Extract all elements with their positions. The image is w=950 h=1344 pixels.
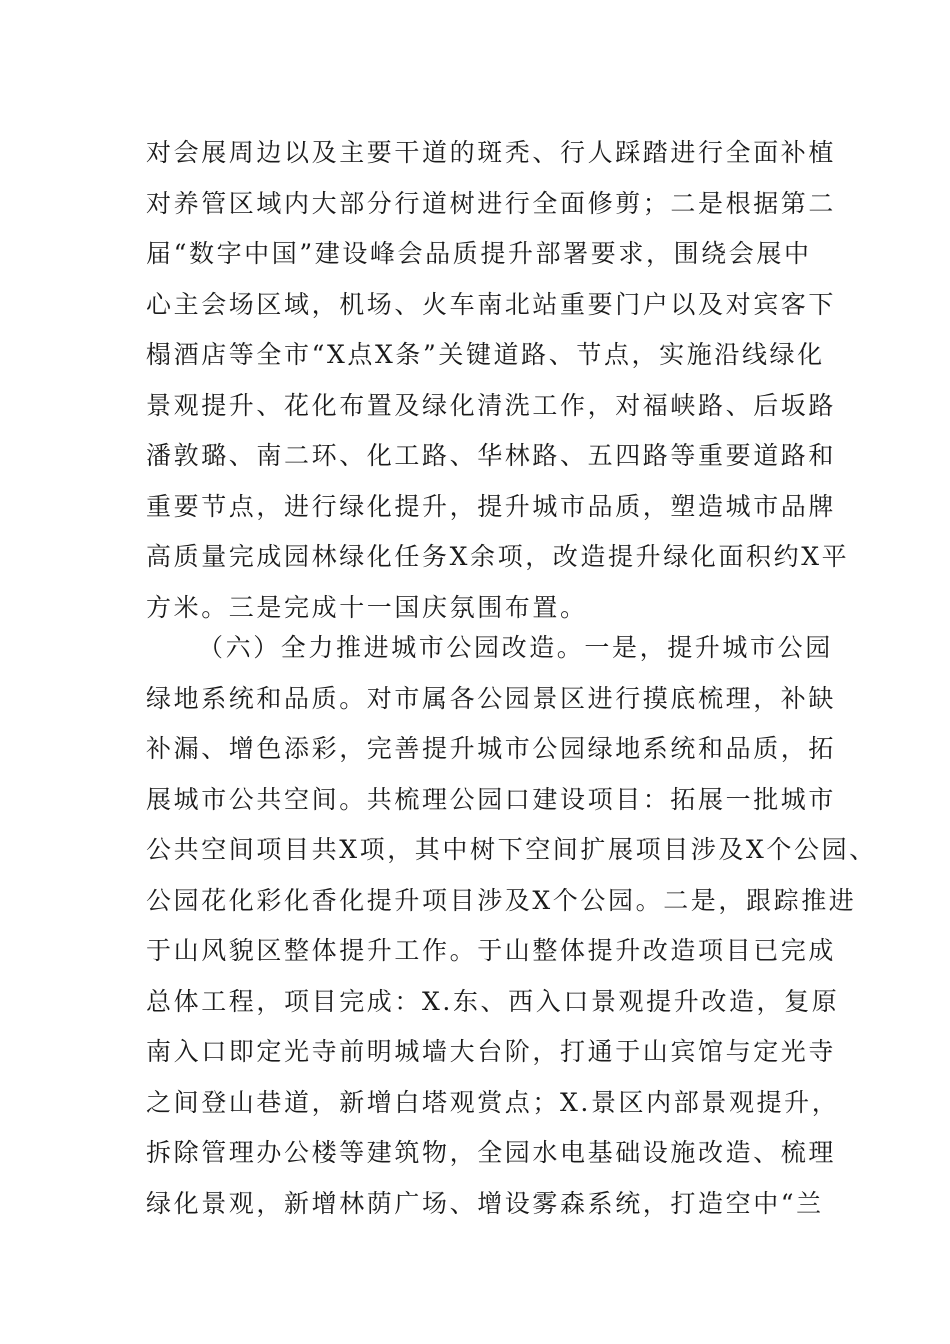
text-line-3: 届“数字中国”建设峰会品质提升部署要求，围绕会展中 [146, 239, 812, 268]
text-line-15: 公共空间项目共X项，其中树下空间扩展项目涉及X个公园、 [146, 835, 877, 864]
text-line-21: 拆除管理办公楼等建筑物，全园水电基础设施改造、梳理 [146, 1138, 837, 1167]
text-line-2: 对养管区域内大部分行道树进行全面修剪；二是根据第二 [146, 189, 837, 218]
text-line-5: 榻酒店等全市“X点X条”关键道路、节点，实施沿线绿化 [146, 340, 825, 369]
text-line-22: 绿化景观，新增林荫广场、增设雾森系统，打造空中“兰 [146, 1189, 824, 1218]
text-line-4: 心主会场区域，机场、火车南北站重要门户以及对宾客下 [146, 290, 837, 319]
text-line-18: 总体工程，项目完成：X.东、西入口景观提升改造，复原 [146, 987, 840, 1016]
section-heading-line: （六）全力推进城市公园改造。一是，提升城市公园 [198, 633, 833, 662]
text-line-20: 之间登山巷道，新增白塔观赏点；X.景区内部景观提升， [146, 1088, 840, 1117]
text-line-9: 高质量完成园林绿化任务X余项，改造提升绿化面积约X平 [146, 542, 850, 571]
text-line-13: 补漏、增色添彩，完善提升城市公园绿地系统和品质，拓 [146, 734, 837, 763]
text-line-19: 南入口即定光寺前明城墙大台阶，打通于山宾馆与定光寺 [146, 1037, 837, 1066]
text-line-7: 潘敦璐、南二环、化工路、华林路、五四路等重要道路和 [146, 441, 837, 470]
text-line-8: 重要节点，进行绿化提升，提升城市品质，塑造城市品牌 [146, 492, 837, 521]
text-line-1: 对会展周边以及主要干道的斑秃、行人踩踏进行全面补植 [146, 138, 837, 167]
text-line-16: 公园花化彩化香化提升项目涉及X个公园。二是，跟踪推进 [146, 886, 857, 915]
text-line-6: 景观提升、花化布置及绿化清洗工作，对福峡路、后坂路 [146, 391, 837, 420]
text-line-14: 展城市公共空间。共梳理公园口建设项目：拓展一批城市 [146, 785, 837, 814]
text-line-10: 方米。三是完成十一国庆氛围布置。 [146, 593, 588, 622]
text-line-17: 于山风貌区整体提升工作。于山整体提升改造项目已完成 [146, 936, 837, 965]
text-line-12: 绿地系统和品质。对市属各公园景区进行摸底梳理，补缺 [146, 684, 837, 713]
